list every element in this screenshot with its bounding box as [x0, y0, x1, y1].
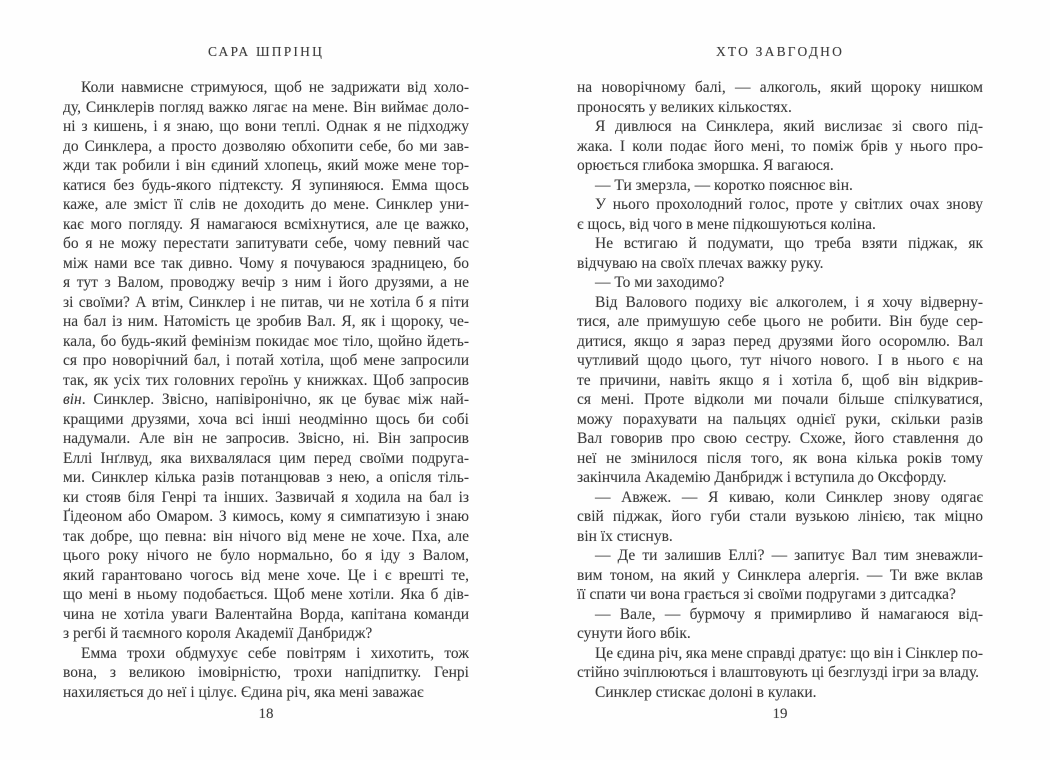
text-line: ки стояв біля Генрі та інших. Зазвичай я ходила на бал із [63, 488, 469, 506]
text-line: — Ти змерзла, — коротко пояснює він. [595, 176, 853, 194]
page-right [577, 0, 983, 760]
text-line: бо я не можу перестати запитувати себе, чому певний час [63, 235, 469, 252]
page-left [63, 0, 469, 760]
text-line: чутливий щодо цього, тут нічого нового. І в нього є на [577, 352, 983, 369]
page-number-left: 18 [258, 706, 274, 722]
text-line: сунути його вбік. [577, 625, 691, 642]
text-line: з регбі й таємного короля Академії Данбридж? [63, 625, 373, 642]
text-line: ду, Синклерів погляд важко лягає на мене. Він виймає доло- [63, 98, 469, 116]
text-line: жди так робили і він єдиний хлопець, який може мене тор- [63, 157, 469, 174]
text-line: нахиляється до неї і цілує. Єдина річ, яка мені заважає [63, 683, 424, 701]
text-line: ся мені. Проте відколи ми почали більше спілкуватися, [577, 391, 983, 408]
running-header-title: ХТО ЗАВГОДНО [715, 44, 845, 59]
text-line: Еллі Інґлвуд, яка вихвалялася цим перед своїми подруга- [63, 449, 469, 467]
text-line: Я дивлюся на Синклера, який вислизає зі свого під- [595, 118, 983, 135]
text-line: те причини, навіть якщо я і хотіла б, щоб він відкрив- [577, 371, 983, 389]
text-line: Синклер стискає долоні в кулаки. [595, 683, 817, 701]
text-line: її спати чи вона грається зі своїми подругами з дитсадка? [577, 586, 956, 603]
text-line: жака. І коли подає його мені, то поміж брів у нього про- [577, 137, 983, 155]
text-line: Це єдина річ, яка мене справді дратує: що він і Сінклер по- [595, 644, 983, 662]
text-line: кає мого погляду. Я намагаюся всміхнутися, але це важко, [63, 215, 469, 233]
text-line: на бал із ним. Натомість це зробив Вал. Я, як і щороку, че- [63, 313, 469, 330]
text-line: ні з кишень, і я знаю, що вони теплі. Однак я не підходжу [63, 118, 469, 135]
page-number-right: 19 [772, 706, 788, 722]
text-line: — Де ти залишив Еллі? — запитує Вал тим зневажли- [595, 547, 983, 564]
text-line: Не встигаю й подумати, що треба взяти піджак, як [595, 235, 983, 252]
text-line: він. Синклер. Звісно, напівіронічно, як це буває між най- [63, 391, 469, 408]
text-line: між нами все так дивно. Чому я почуваюся зрадницею, бо [63, 254, 469, 272]
text-line: відчуваю на своїх плечах важку руку. [577, 254, 824, 272]
italic-text: він [63, 391, 82, 408]
text-line: У нього прохолодний голос, проте у світлих очах знову [595, 196, 983, 213]
text-line: проносять у великих кількостях. [577, 98, 792, 116]
text-line: закінчила Академію Данбридж і вступила до Оксфорду. [577, 469, 947, 486]
text-line: каже, але зміст її слів не доходить до мене. Синклер уни- [63, 196, 469, 213]
text-line: дитися, якщо я зараз перед друзями його осоромлю. Вал [577, 332, 983, 350]
text-line: Від Валового подиху віє алкоголем, і я хочу відверну- [595, 293, 983, 311]
text-line: до Синклера, а просто дозволяю обхопити себе, бо ми зав- [63, 137, 469, 155]
text-line: цього року нічого не було нормально, бо я іду з Валом, [63, 547, 469, 564]
text-line: Емма трохи обдмухує себе повітрям і хихотить, тож [81, 644, 469, 662]
running-header-author: САРА ШПРІНЦ [207, 44, 325, 59]
text-line: він їх стиснув. [577, 527, 673, 545]
text-line: так, як усіх тих головних героїнь у книжках. Щоб запросив [63, 371, 469, 389]
text-line: що мені в ньому подобається. Щоб мене хотіли. Яка б дів- [63, 586, 469, 603]
text-line: вим тоном, на який у Синклера алергія. — Ти вже вклав [577, 566, 983, 584]
text-line: ми. Синклер кілька разів потанцював з нею, а опісля тіль- [63, 469, 469, 486]
text-line: катися без будь-якого підтексту. Я зупиняюся. Емма щось [63, 176, 469, 194]
text-line: є щось, від чого в мене підкошуються коліна. [577, 215, 876, 233]
text-line: ся про новорічний бал, і потай хотіла, щоб мене запросили [63, 352, 469, 369]
text-line: чина не хотіла уваги Валентайна Ворда, капітана команди [63, 605, 469, 623]
text-line: так добре, що певна: він нічого від мене не хоче. Пха, але [63, 527, 469, 545]
text-line: кращими друзями, хоча всі інші неодмінно щось би собі [63, 410, 469, 428]
text-line: надумали. Але він не запросив. Звісно, ні. Він запросив [63, 430, 469, 447]
text-line: зі своїми? А втім, Синклер і не питав, чи не хотіла б я піти [63, 293, 469, 311]
text-line: я тут з Валом, проводжу вечір з ним і його друзями, а не [63, 274, 469, 291]
text-line: Ґідеоном або Омаром. З кимось, кому я симпатизую і знаю [63, 508, 469, 525]
text-line: який гарантовано чогось від мене хоче. Це і є врешті те, [63, 566, 469, 584]
text-line: неї не змінилося після того, як вона кілька років тому [577, 449, 983, 467]
text-line: — То ми заходимо? [595, 274, 725, 291]
text-line: — Авжеж. — Я киваю, коли Синклер знову одягає [595, 488, 983, 506]
page-body [577, 78, 983, 702]
text-line: орюється глибока зморшка. Я вагаюся. [577, 157, 834, 174]
text-line: тися, але примушую себе цього не робити. Він буде сер- [577, 313, 983, 330]
text-line: стійно зчіплюються і влаштовують ці безглузді ігри за владу. [577, 664, 980, 681]
text-line: можу порахувати на пальцях однієї руки, скільки разів [577, 410, 983, 428]
page-body [63, 78, 469, 702]
text-line: Вал говорив про свою сестру. Схоже, його ставлення до [577, 430, 983, 447]
text-line: кала, бо будь-який фемінізм покидає моє тіло, щойно йдеть- [63, 332, 469, 350]
text-line: на новорічному балі, — алкоголь, який щороку нишком [577, 79, 983, 96]
text-line: Коли навмисне стримуюся, щоб не задрижати від холо- [81, 79, 469, 96]
text-line: — Вале, — бурмочу я примирливо й намагаюся від- [595, 605, 983, 623]
text-line: вона, з великою імовірністю, трохи напідпитку. Генрі [63, 664, 469, 681]
text-line: свій піджак, його губи стали вузькою лінією, так міцно [577, 508, 983, 525]
